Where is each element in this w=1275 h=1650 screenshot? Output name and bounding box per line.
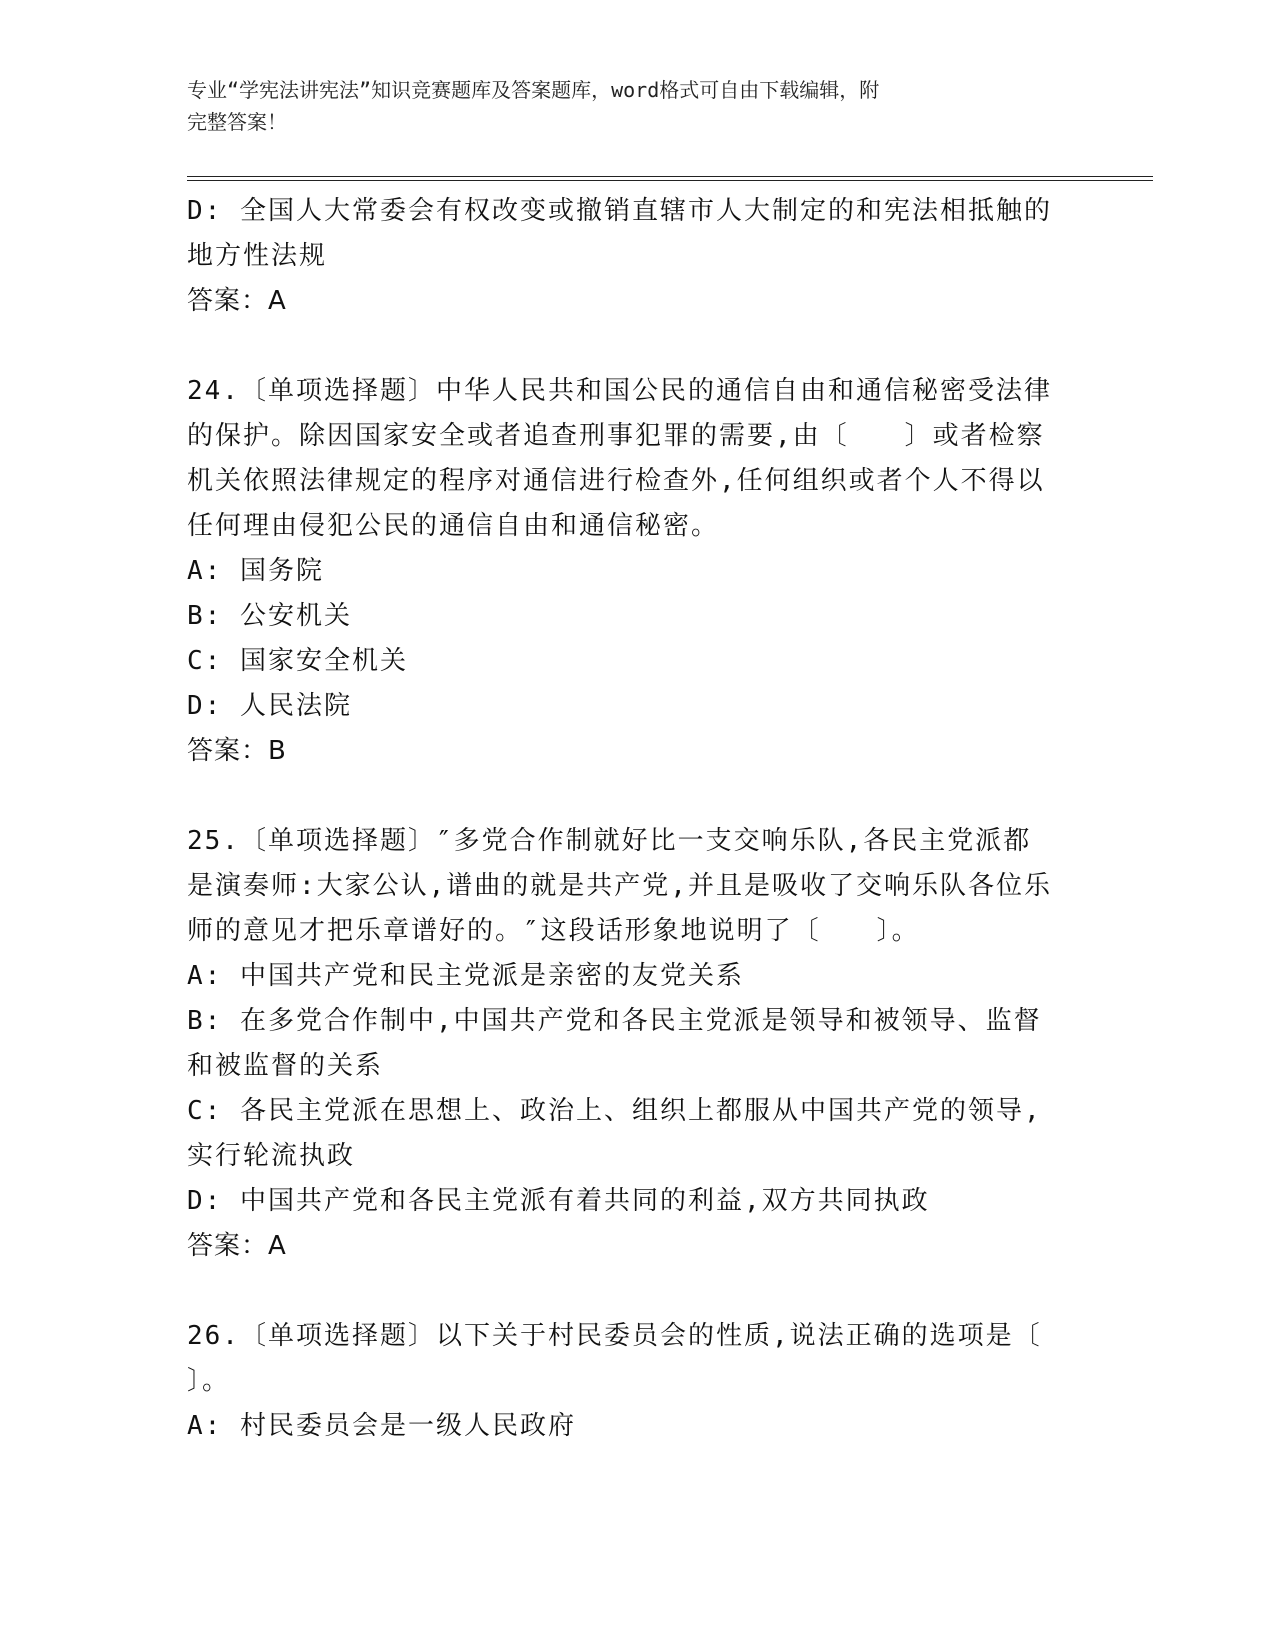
- page-header: [187, 74, 1067, 138]
- question-stem: 是演奏师:大家公认,谱曲的就是共产党,并且是吸收了交响乐队各位乐: [187, 871, 1052, 901]
- answer: 答案：A: [187, 1231, 287, 1261]
- question-body: [187, 189, 1077, 1449]
- option-d: D: 全国人大常委会有权改变或撤销直辖市人大制定的和宪法相抵触的: [187, 196, 1052, 226]
- question-stem: 24.〔单项选择题〕中华人民共和国公民的通信自由和通信秘密受法律: [187, 376, 1052, 406]
- question-stem: 26.〔单项选择题〕以下关于村民委员会的性质,说法正确的选项是〔: [187, 1321, 1042, 1351]
- question-stem: 的保护。除因国家安全或者追查刑事犯罪的需要,由〔 〕或者检察: [187, 421, 1045, 451]
- header-line-1: 专业“学宪法讲宪法”知识竞赛题库及答案题库，word格式可自由下载编辑，附: [187, 78, 880, 102]
- question-stem: 任何理由侵犯公民的通信自由和通信秘密。: [187, 511, 720, 541]
- question-26: [187, 1314, 1077, 1449]
- question-stem: 机关依照法律规定的程序对通信进行检查外,任何组织或者个人不得以: [187, 466, 1045, 496]
- option-d-cont: 地方性法规: [187, 241, 328, 271]
- answer: 答案：A: [187, 286, 287, 316]
- question-24: [187, 369, 1077, 774]
- option-a: A: 中国共产党和民主党派是亲密的友党关系: [187, 961, 744, 991]
- option-d: D: 中国共产党和各民主党派有着共同的利益,双方共同执政: [187, 1186, 930, 1216]
- header-divider: [187, 176, 1153, 181]
- option-c-cont: 实行轮流执政: [187, 1141, 356, 1171]
- header-line-2: 完整答案！: [187, 110, 287, 134]
- question-stem: 25.〔单项选择题〕″多党合作制就好比一支交响乐队,各民主党派都: [187, 826, 1032, 856]
- question-stem: 〕。: [187, 1366, 231, 1396]
- option-d: D: 人民法院: [187, 691, 352, 721]
- option-b-cont: 和被监督的关系: [187, 1051, 384, 1081]
- option-a: A: 国务院: [187, 556, 324, 586]
- option-b: B: 公安机关: [187, 601, 352, 631]
- question-25: [187, 819, 1077, 1269]
- question-stem: 师的意见才把乐章谱好的。″这段话形象地说明了〔 〕。: [187, 916, 920, 946]
- option-b: B: 在多党合作制中,中国共产党和各民主党派是领导和被领导、监督: [187, 1006, 1042, 1036]
- answer: 答案：B: [187, 736, 287, 766]
- prev-question: [187, 189, 1077, 324]
- option-a: A: 村民委员会是一级人民政府: [187, 1411, 576, 1441]
- option-c: C: 各民主党派在思想上、政治上、组织上都服从中国共产党的领导,: [187, 1096, 1042, 1126]
- option-c: C: 国家安全机关: [187, 646, 408, 676]
